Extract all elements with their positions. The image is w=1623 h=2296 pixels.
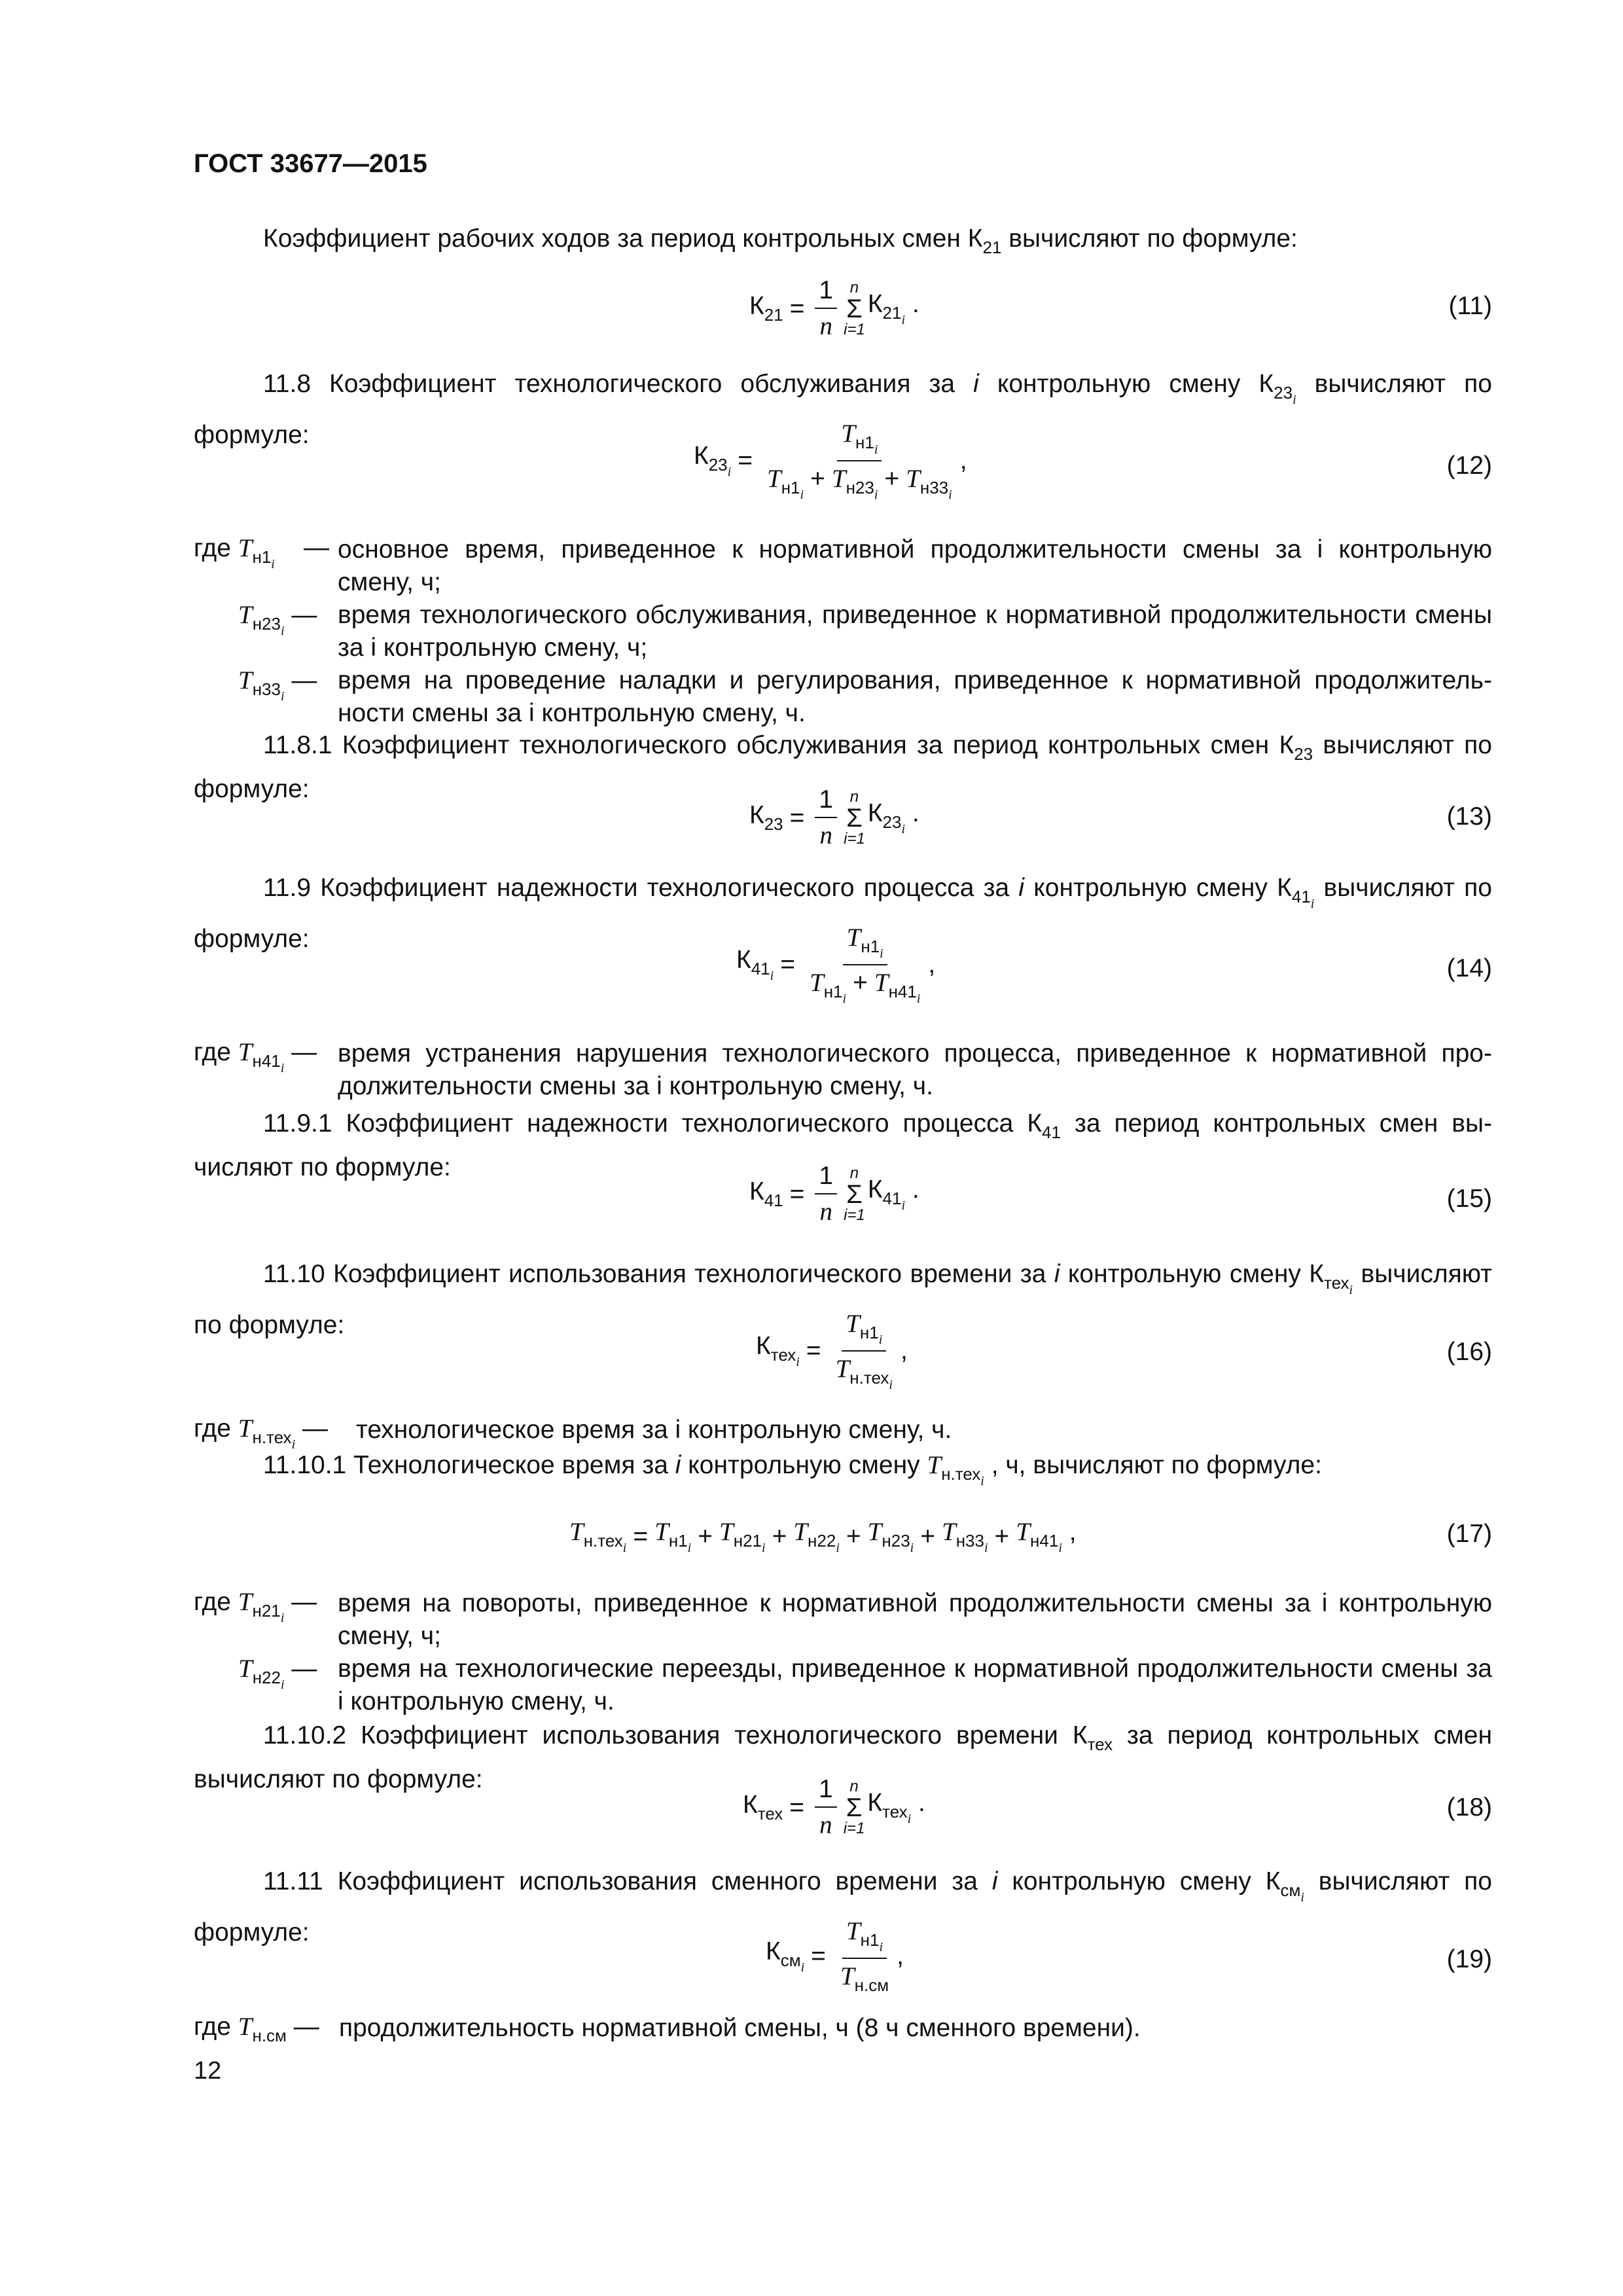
paragraph-p1: Коэффициент рабочих ходов за период контрольных смен $К_{21}$ вычисляют по формуле: — [263, 224, 1298, 257]
dash: — — [304, 533, 329, 562]
where-block-17 — [194, 1587, 1492, 1725]
paragraph-p5: 11.9.1 Коэффициент надежности технологического процесса $К_{41}$ за период контрольных смен вычисляют по формуле: — [194, 1109, 1493, 1181]
formula-number-18: (18) — [1446, 1793, 1492, 1821]
where-block-14 — [194, 1037, 1492, 1109]
formula-number-13: (13) — [1446, 802, 1492, 831]
formula-13: $К_{23}$ = $\frac{1}{n}$ n Σ i=1 $К_{23_i}$ . — [749, 785, 919, 850]
formula-16: $К_{тех_i}$ = $\frac{T_{н1_i}}{T_{н.тех_i}}$ , — [756, 1310, 908, 1392]
where-desc-tn33: время на проведение наладки и регулирования, приведенное к нормативной продолжительности смены за i контрольную смену, ч. — [338, 666, 1492, 727]
where-term-tnsm: где $T_{н.см}$ — — [194, 2013, 319, 2045]
where-term-tn41: где $T_{н41_i}$ — — [194, 1038, 317, 1075]
formula-15: $К_{41}$ = $\frac{1}{n}$ n Σ i=1 $К_{41_i}$ . — [749, 1162, 919, 1226]
where-term-tntex: где $T_{н.тех_i}$ — — [194, 1414, 328, 1452]
where-desc-tn41: время устранения нарушения технологического процесса, приведенное к нормативной продолжительности смены за i контрольную смену, ч. — [338, 1039, 1492, 1100]
formula-18: $К_{тех}$ = $\frac{1}{n}$ n Σ i=1 $К_{тех_i}$ . — [743, 1775, 925, 1839]
formula-number-15: (15) — [1446, 1185, 1492, 1213]
where-desc-tn23: время технологического обслуживания, приведенное к нормативной продолжительности смены за i контрольную смену, ч; — [338, 601, 1492, 662]
where-term-tn21: где $T_{н21_i}$ — — [194, 1588, 317, 1625]
where-desc-tn1: основное время, приведенное к нормативной продолжительности смены за i контрольную смену, ч; — [338, 535, 1492, 596]
where-term-tn1: где $T_{н1_i}$ — [194, 534, 275, 571]
formula-number-11: (11) — [1448, 292, 1492, 320]
formula-number-19: (19) — [1446, 1945, 1492, 1973]
formula-19: $К_{см_i}$ = $\frac{T_{н1_i}}{T_{н.см}}$ , — [766, 1917, 904, 1995]
where-block-19 — [194, 2012, 1492, 2048]
where-term-tn22: $T_{н22_i}$ — — [238, 1655, 317, 1692]
paragraph-p3: 11.8.1 Коэффициент технологического обслуживания за период контрольных смен $К_{23}$ вычисляют по формуле: — [194, 731, 1492, 803]
formula-17: $T_{н.тех_i}$ = $T_{н1_i}$ + $T_{н21_i}$ + $T_{н22_i}$ + $T_{н23_i}$ + $T_{н33_i}$ + $T_{н41_i}$ , — [569, 1518, 1077, 1555]
where-desc-tnsm: продолжительность нормативной смены, ч (8 ч сменного времени). — [339, 2014, 1141, 2042]
page-number: 12 — [194, 2057, 222, 2085]
formula-11: $К_{21}$ = $\frac{1}{n}$ n Σ i=1 $К_{21_i}$ . — [749, 276, 919, 340]
paragraph-p8: 11.10.2 Коэффициент использования технологического времени $К_{тех}$ за период контрольных смен вычисляют по формуле: — [194, 1721, 1492, 1793]
paragraph-p4: 11.9 Коэффициент надежности технологического процесса за i контрольную смену $К_{41_i}$ вычисляют по формуле: — [194, 874, 1492, 953]
where-block-12 — [194, 533, 1492, 730]
paragraph-p6: 11.10 Коэффициент использования технологического времени за i контрольную смену $К_{тех_i}$ вычисляют по формуле: — [194, 1260, 1492, 1339]
document-header: ГОСТ 33677—2015 — [194, 149, 427, 178]
paragraph-p2: 11.8 Коэффициент технологического обслуживания за i контрольную смену $К_{23_i}$ вычисляют по формуле: — [194, 370, 1492, 449]
where-desc-tn21: время на повороты, приведенное к нормативной продолжительности смены за i контрольную смену, ч; — [338, 1589, 1492, 1650]
paragraph-p9: 11.11 Коэффициент использования сменного времени за i контрольную смену $К_{см_i}$ вычисляют по формуле: — [194, 1867, 1492, 1946]
where-block-16 — [194, 1414, 1492, 1450]
formula-number-14: (14) — [1446, 954, 1492, 982]
formula-number-17: (17) — [1446, 1520, 1492, 1548]
where-desc-tntex: технологическое время за i контрольную смену, ч. — [356, 1416, 952, 1444]
formula-14: $К_{41_i}$ = $\frac{T_{н1_i}}{T_{н1_i}+ T_{н41_i}}$ , — [736, 924, 936, 1006]
formula-12: $К_{23_i}$ = $\frac{T_{н1_i}}{T_{н1_i}+ T_{н23_i}+ T_{н33_i}}$ , — [694, 420, 967, 502]
formula-number-12: (12) — [1446, 452, 1492, 480]
paragraph-p7: 11.10.1 Технологическое время за i контрольную смену $T_{н.тех_i}$ , ч, вычисляют по формуле: — [263, 1451, 1322, 1488]
formula-number-16: (16) — [1446, 1338, 1492, 1366]
where-term-tn23: $T_{н23_i}$ — — [238, 601, 317, 638]
where-desc-tn22: время на технологические переезды, приведенное к нормативной продолжительности смены за i контрольную смену, ч. — [338, 1655, 1492, 1715]
where-term-tn33: $T_{н33_i}$ — — [238, 666, 317, 704]
